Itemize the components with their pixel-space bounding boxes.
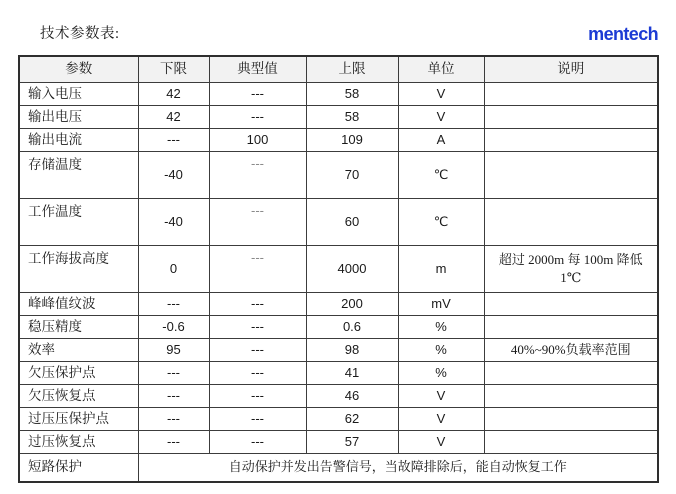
table-row	[19, 199, 658, 246]
unit-cell: %	[398, 339, 484, 362]
note-cell	[484, 129, 658, 152]
col-header-note: 说明	[484, 56, 658, 83]
unit-cell: V	[398, 431, 484, 454]
col-header-typ: 典型值	[209, 56, 306, 83]
note-cell	[484, 199, 658, 246]
table-row	[19, 431, 658, 454]
max-cell: 58	[306, 83, 398, 106]
param-cell: 峰峰值纹波	[19, 293, 138, 316]
footer-param-cell: 短路保护	[19, 454, 138, 482]
technical-parameters-table	[18, 55, 659, 483]
table-row	[19, 385, 658, 408]
table-body	[19, 83, 658, 482]
table-row	[19, 152, 658, 199]
max-cell: 98	[306, 339, 398, 362]
param-cell: 输出电流	[19, 129, 138, 152]
param-cell: 稳压精度	[19, 316, 138, 339]
table-row	[19, 339, 658, 362]
note-cell	[484, 362, 658, 385]
min-cell: -0.6	[138, 316, 209, 339]
min-cell: -40	[138, 199, 209, 246]
note-cell	[484, 316, 658, 339]
note-cell: 超过 2000m 每 100m 降低 1℃	[484, 246, 658, 293]
unit-cell: A	[398, 129, 484, 152]
table-row	[19, 362, 658, 385]
max-cell: 200	[306, 293, 398, 316]
min-cell: ---	[138, 293, 209, 316]
max-cell: 60	[306, 199, 398, 246]
table-row	[19, 83, 658, 106]
typ-cell: 100	[209, 129, 306, 152]
param-cell: 过压压保护点	[19, 408, 138, 431]
param-cell: 效率	[19, 339, 138, 362]
note-cell	[484, 152, 658, 199]
max-cell: 46	[306, 385, 398, 408]
min-cell: ---	[138, 385, 209, 408]
max-cell: 0.6	[306, 316, 398, 339]
min-cell: ---	[138, 129, 209, 152]
note-cell	[484, 293, 658, 316]
typ-cell: ---	[209, 385, 306, 408]
param-cell: 存储温度	[19, 152, 138, 199]
note-cell	[484, 106, 658, 129]
max-cell: 57	[306, 431, 398, 454]
max-cell: 109	[306, 129, 398, 152]
min-cell: ---	[138, 408, 209, 431]
unit-cell: %	[398, 362, 484, 385]
param-cell: 工作海拔高度	[19, 246, 138, 293]
note-cell	[484, 431, 658, 454]
note-cell	[484, 408, 658, 431]
unit-cell: ℃	[398, 199, 484, 246]
top-bar	[0, 0, 676, 49]
param-cell: 工作温度	[19, 199, 138, 246]
param-cell: 输入电压	[19, 83, 138, 106]
min-cell: 42	[138, 83, 209, 106]
param-cell: 欠压保护点	[19, 362, 138, 385]
typ-cell: ---	[209, 293, 306, 316]
table-row	[19, 316, 658, 339]
typ-cell: ---	[209, 339, 306, 362]
typ-cell: ---	[209, 152, 306, 199]
table-row	[19, 408, 658, 431]
col-header-max: 上限	[306, 56, 398, 83]
param-cell: 过压恢复点	[19, 431, 138, 454]
param-cell: 输出电压	[19, 106, 138, 129]
max-cell: 41	[306, 362, 398, 385]
col-header-unit: 单位	[398, 56, 484, 83]
max-cell: 4000	[306, 246, 398, 293]
note-cell	[484, 385, 658, 408]
min-cell: 95	[138, 339, 209, 362]
max-cell: 58	[306, 106, 398, 129]
unit-cell: V	[398, 83, 484, 106]
table-row	[19, 106, 658, 129]
footer-row	[19, 454, 658, 482]
typ-cell: ---	[209, 246, 306, 293]
typ-cell: ---	[209, 316, 306, 339]
typ-cell: ---	[209, 106, 306, 129]
page-title: 技术参数表:	[40, 26, 120, 42]
footer-note-cell: 自动保护并发出告警信号，当故障排除后，能自动恢复工作	[138, 454, 658, 482]
typ-cell: ---	[209, 408, 306, 431]
max-cell: 62	[306, 408, 398, 431]
param-cell: 欠压恢复点	[19, 385, 138, 408]
typ-cell: ---	[209, 199, 306, 246]
unit-cell: V	[398, 106, 484, 129]
min-cell: 42	[138, 106, 209, 129]
col-header-min: 下限	[138, 56, 209, 83]
min-cell: 0	[138, 246, 209, 293]
min-cell: ---	[138, 362, 209, 385]
table-row	[19, 293, 658, 316]
note-cell: 40%~90%负载率范围	[484, 339, 658, 362]
typ-cell: ---	[209, 83, 306, 106]
col-header-param: 参数	[19, 56, 138, 83]
header-row	[19, 56, 658, 83]
min-cell: -40	[138, 152, 209, 199]
unit-cell: %	[398, 316, 484, 339]
note-cell	[484, 83, 658, 106]
max-cell: 70	[306, 152, 398, 199]
min-cell: ---	[138, 431, 209, 454]
unit-cell: m	[398, 246, 484, 293]
typ-cell: ---	[209, 362, 306, 385]
table-row	[19, 246, 658, 293]
unit-cell: V	[398, 385, 484, 408]
unit-cell: mV	[398, 293, 484, 316]
unit-cell: ℃	[398, 152, 484, 199]
typ-cell: ---	[209, 431, 306, 454]
table-row	[19, 129, 658, 152]
mentech-logo: mentech	[588, 24, 658, 44]
unit-cell: V	[398, 408, 484, 431]
